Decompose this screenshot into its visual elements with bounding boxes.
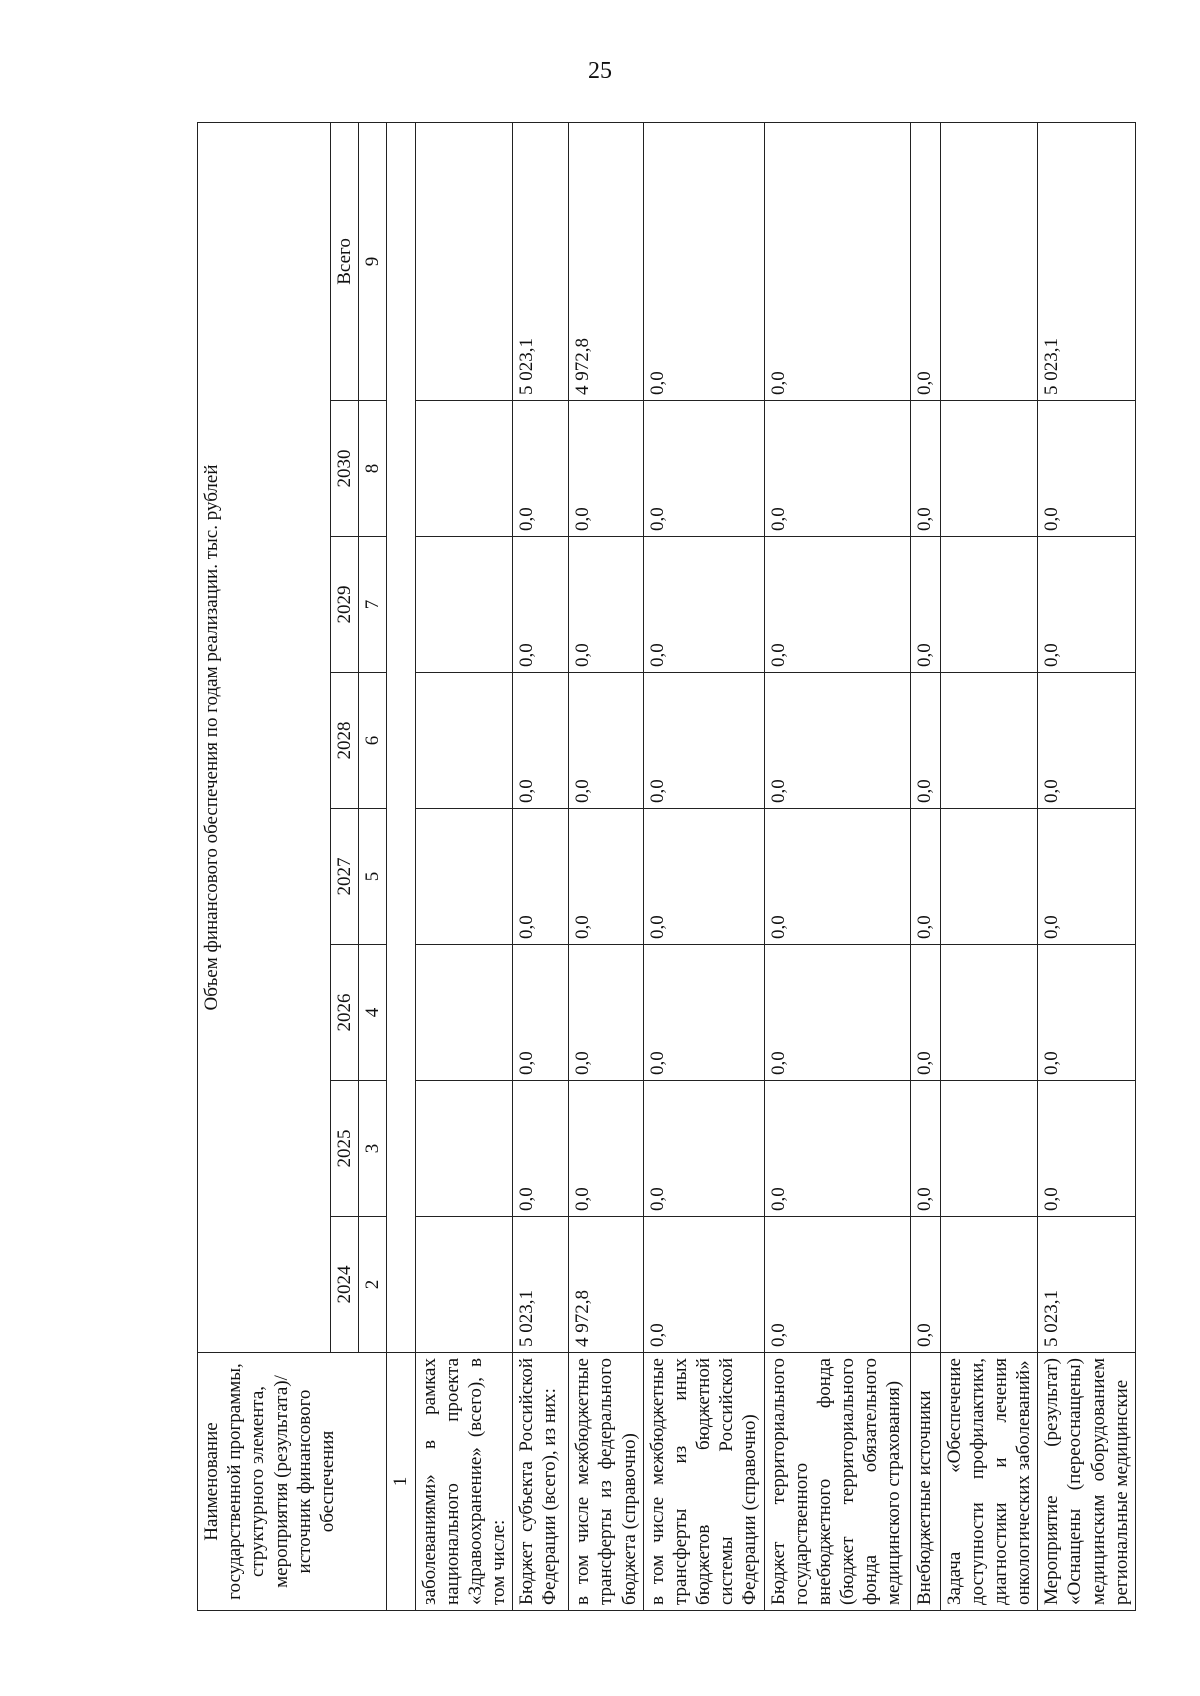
row-name: Внебюджетные источники: [910, 1353, 940, 1611]
cell-value: 5 023,1: [1038, 122, 1136, 400]
row-name: Бюджет территориального государственного внебюджетного фонда (бюджет территориального фонда обязательного медицинского страхования): [764, 1353, 910, 1611]
cell-value: 0,0: [643, 673, 764, 809]
cell-value: 0,0: [910, 122, 940, 400]
cell-value: 0,0: [569, 537, 644, 673]
cell-value: 0,0: [643, 809, 764, 945]
table-row: [643, 122, 764, 1610]
cell-value: 0,0: [569, 945, 644, 1081]
table-row: [764, 122, 910, 1610]
cell-value: [415, 809, 513, 945]
cell-value: [415, 1081, 513, 1217]
year-header: 2029: [331, 537, 359, 673]
column-number: 6: [359, 673, 387, 809]
cell-value: 0,0: [643, 945, 764, 1081]
cell-value: 0,0: [1038, 401, 1136, 537]
rotated-table-wrapper: [197, 123, 1132, 1611]
row-name: Задача «Обеспечение доступности профилактики, диагностики и лечения онкологических заболеваний»: [940, 1353, 1038, 1611]
year-header: 2027: [331, 809, 359, 945]
cell-value: [415, 673, 513, 809]
cell-value: 0,0: [643, 401, 764, 537]
cell-value: [940, 945, 1038, 1081]
column-number: 8: [359, 401, 387, 537]
cell-value: 0,0: [764, 809, 910, 945]
table-row: [569, 122, 644, 1610]
cell-value: 0,0: [1038, 673, 1136, 809]
cell-value: [940, 809, 1038, 945]
column-number: 4: [359, 945, 387, 1081]
cell-value: [940, 401, 1038, 537]
volume-group-header: Объем финансового обеспечения по годам реализации. тыс. рублей: [198, 122, 331, 1352]
year-header: 2024: [331, 1217, 359, 1353]
cell-value: 5 023,1: [513, 1217, 569, 1353]
cell-value: 5 023,1: [1038, 1217, 1136, 1353]
cell-value: 0,0: [643, 122, 764, 400]
cell-value: 0,0: [910, 673, 940, 809]
cell-value: [415, 1217, 513, 1353]
cell-value: 0,0: [764, 945, 910, 1081]
cell-value: 0,0: [569, 1081, 644, 1217]
cell-value: [940, 1081, 1038, 1217]
table-row: [415, 122, 513, 1610]
cell-value: 0,0: [1038, 537, 1136, 673]
column-number: 3: [359, 1081, 387, 1217]
cell-value: 0,0: [643, 1217, 764, 1353]
table-row: [513, 122, 569, 1610]
page-number: 25: [588, 58, 612, 84]
table-row: [1038, 122, 1136, 1610]
cell-value: 0,0: [513, 537, 569, 673]
cell-value: 0,0: [910, 809, 940, 945]
cell-value: 0,0: [910, 537, 940, 673]
cell-value: [940, 122, 1038, 400]
cell-value: 0,0: [643, 1081, 764, 1217]
cell-value: 0,0: [513, 945, 569, 1081]
year-header: 2025: [331, 1081, 359, 1217]
column-number: 9: [359, 122, 387, 400]
cell-value: 0,0: [1038, 1081, 1136, 1217]
row-name: в том числе межбюджетные трансферты из федерального бюджета (справочно): [569, 1353, 644, 1611]
column-number: 5: [359, 809, 387, 945]
row-name: Бюджет субъекта Российской Федерации (всего), из них:: [513, 1353, 569, 1611]
cell-value: 0,0: [910, 401, 940, 537]
cell-value: 0,0: [910, 945, 940, 1081]
cell-value: 0,0: [910, 1081, 940, 1217]
cell-value: [415, 122, 513, 400]
year-header: 2028: [331, 673, 359, 809]
cell-value: [415, 945, 513, 1081]
cell-value: 0,0: [910, 1217, 940, 1353]
cell-value: 0,0: [764, 401, 910, 537]
cell-value: 4 972,8: [569, 122, 644, 400]
cell-value: 0,0: [1038, 945, 1136, 1081]
cell-value: 0,0: [569, 401, 644, 537]
cell-value: 4 972,8: [569, 1217, 644, 1353]
financing-table: [197, 122, 1136, 1611]
total-header: Всего: [331, 122, 359, 400]
year-header: 2030: [331, 401, 359, 537]
cell-value: 0,0: [764, 122, 910, 400]
cell-value: 0,0: [764, 1217, 910, 1353]
row-name: заболеваниями» в рамках национального проекта «Здравоохранение» (всего), в том числе:: [415, 1353, 513, 1611]
cell-value: 0,0: [643, 537, 764, 673]
cell-value: 5 023,1: [513, 122, 569, 400]
cell-value: 0,0: [764, 1081, 910, 1217]
row-name: в том числе межбюджетные трансферты из иных бюджетов бюджетной системы Российской Федерации (справочно): [643, 1353, 764, 1611]
year-header: 2026: [331, 945, 359, 1081]
table-row: [940, 122, 1038, 1610]
cell-value: 0,0: [569, 809, 644, 945]
cell-value: 0,0: [764, 673, 910, 809]
cell-value: [940, 673, 1038, 809]
cell-value: 0,0: [513, 1081, 569, 1217]
cell-value: 0,0: [1038, 809, 1136, 945]
cell-value: [940, 1217, 1038, 1353]
spacer: [387, 122, 415, 1352]
column-number: 1: [387, 1353, 415, 1611]
cell-value: 0,0: [764, 537, 910, 673]
cell-value: 0,0: [569, 673, 644, 809]
cell-value: [415, 401, 513, 537]
cell-value: 0,0: [513, 673, 569, 809]
table-row: [910, 122, 940, 1610]
column-number: 2: [359, 1217, 387, 1353]
cell-value: [940, 537, 1038, 673]
name-column-header: Наименование государственной программы, структурного элемента, мероприятия (результата)/источник финансового обеспечения: [198, 1353, 387, 1611]
cell-value: 0,0: [513, 809, 569, 945]
column-number: 7: [359, 537, 387, 673]
row-name: Мероприятие (результат) «Оснащены (переоснащены) медицинским оборудованием региональные медицинские: [1038, 1353, 1136, 1611]
cell-value: [415, 537, 513, 673]
cell-value: 0,0: [513, 401, 569, 537]
